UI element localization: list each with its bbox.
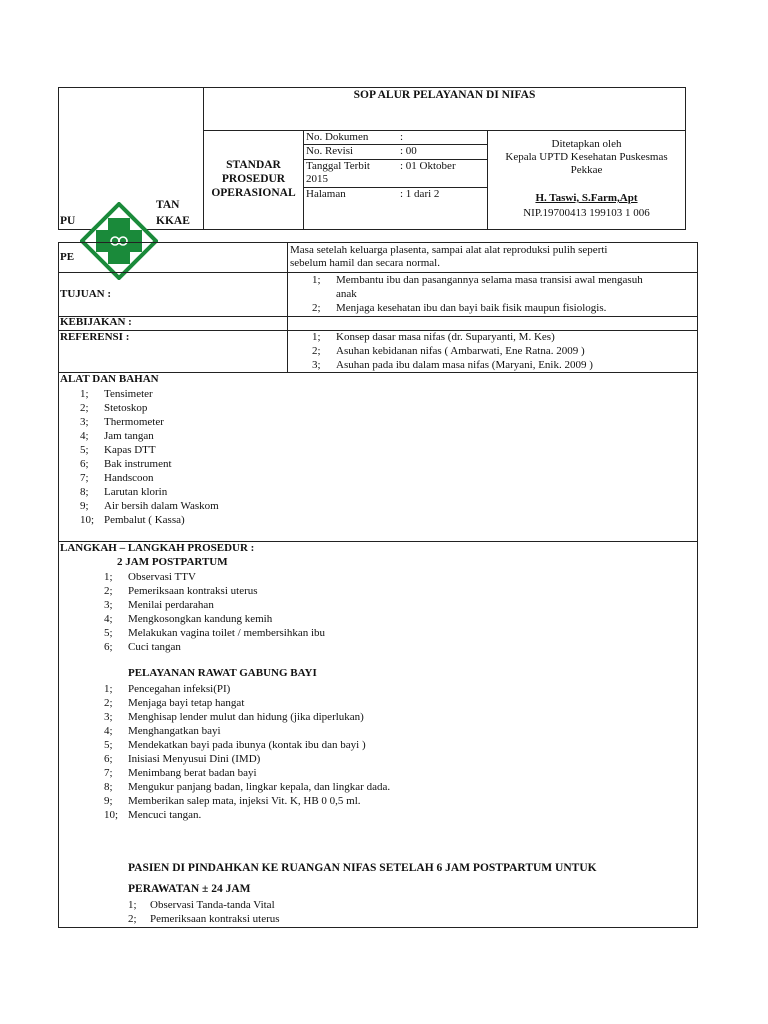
- list-item: 2; Menjaga bayi tetap hangat: [104, 697, 245, 709]
- perawatan-list: [128, 898, 280, 926]
- list-item: 8; Larutan klorin: [80, 486, 168, 498]
- list-item: 5; Kapas DTT: [80, 444, 156, 456]
- list-item: 2; Asuhan kebidanan nifas ( Ambarwati, Ene Ratna. 2009 ): [312, 345, 585, 357]
- list-item: 5; Melakukan vagina toilet / membersihkan ibu: [104, 627, 326, 639]
- list-item: 5; Mendekatkan bayi pada ibunya (kontak ibu dan bayi ): [104, 739, 366, 751]
- list-item: 4; Jam tangan: [80, 430, 154, 442]
- list-item: 2; Pemeriksaan kontraksi uterus: [128, 913, 280, 925]
- meta-label-dokumen: No. Dokumen: [306, 131, 369, 143]
- list-item: 9; Air bersih dalam Waskom: [80, 500, 219, 512]
- approval-line2: Kepala UPTD Kesehatan Puskesmas: [505, 151, 668, 163]
- list-item: 6; Inisiasi Menyusui Dini (IMD): [104, 753, 261, 765]
- list-item: 1; Tensimeter: [80, 388, 153, 400]
- list-item: 2; Pemeriksaan kontraksi uterus: [104, 585, 258, 597]
- list-item: 1; Observasi TTV: [104, 571, 196, 583]
- meta-value-revisi: : 00: [400, 145, 417, 157]
- meta-label-halaman: Halaman: [306, 188, 346, 200]
- postpartum-title: 2 JAM POSTPARTUM: [117, 556, 228, 568]
- rawat-title: PELAYANAN RAWAT GABUNG BAYI: [128, 667, 317, 679]
- list-item: 3; Asuhan pada ibu dalam masa nifas (Maryani, Enik. 2009 ): [312, 359, 593, 371]
- list-item: 7; Handscoon: [80, 472, 154, 484]
- pengertian-text: Masa setelah keluarga plasenta, sampai alat alat reproduksi pulih seperti sebelum hamil dan secara normal.: [290, 244, 608, 269]
- kebijakan-label: KEBIJAKAN :: [60, 316, 132, 328]
- list-item: 10; Pembalut ( Kassa): [80, 514, 185, 526]
- list-item: 6; Cuci tangan: [104, 641, 181, 653]
- list-item: 9; Memberikan salep mata, injeksi Vit. K, HB 0 0,5 ml.: [104, 795, 361, 807]
- list-item: 1; Konsep dasar masa nifas (dr. Suparyanti, M. Kes): [312, 331, 555, 343]
- langkah-label: LANGKAH – LANGKAH PROSEDUR :: [60, 542, 255, 554]
- list-item: 1; Observasi Tanda-tanda Vital: [128, 899, 275, 911]
- approval-line1: Ditetapkan oleh: [551, 138, 622, 150]
- list-item: 7; Menimbang berat badan bayi: [104, 767, 257, 779]
- list-item: 3; Menghisap lender mulut dan hidung (jika diperlukan): [104, 711, 364, 723]
- perawatan-title: PERAWATAN ± 24 JAM: [128, 883, 251, 895]
- alat-list: [80, 387, 219, 527]
- list-item: 6; Bak instrument: [80, 458, 172, 470]
- puskesmas-label-fragment: TAN: [156, 199, 180, 211]
- tujuan-label: TUJUAN :: [60, 288, 112, 300]
- meta-value-tanggal: : 01 Oktober: [400, 160, 456, 172]
- meta-label-tanggal: Tanggal Terbit: [306, 160, 370, 172]
- list-item: 1; Pencegahan infeksi(PI): [104, 683, 231, 695]
- list-item: 1; Membantu ibu dan pasangannya selama masa transisi awal mengasuh: [312, 274, 643, 286]
- approval-line3: Pekkae: [570, 164, 603, 176]
- sop-label: STANDAR PROSEDUR OPERASIONAL: [211, 159, 296, 199]
- rawat-list: [104, 682, 390, 822]
- pengertian-label: PE: [60, 251, 75, 263]
- list-item: 3; Thermometer: [80, 416, 164, 428]
- list-item: 4; Mengkosongkan kandung kemih: [104, 613, 273, 625]
- postpartum-list: [104, 570, 325, 654]
- meta-value-dokumen: :: [400, 131, 404, 143]
- pasien-title: PASIEN DI PINDAHKAN KE RUANGAN NIFAS SETELAH 6 JAM POSTPARTUM UNTUK: [128, 862, 597, 874]
- list-item: 10; Mencuci tangan.: [104, 809, 202, 821]
- list-item: 4; Menghangatkan bayi: [104, 725, 221, 737]
- referensi-label: REFERENSI :: [60, 331, 130, 343]
- puskesmas-label-fragment: PU: [60, 215, 76, 227]
- list-item: 2; Menjaga kesehatan ibu dan bayi baik fisik maupun fisiologis.: [312, 302, 607, 314]
- list-item: 3; Menilai perdarahan: [104, 599, 214, 611]
- puskesmas-logo-icon: [80, 202, 158, 280]
- approver-nip: NIP.19700413 199103 1 006: [523, 207, 650, 219]
- meta-tanggal-year: 2015: [306, 173, 328, 185]
- list-item: 8; Mengukur panjang badan, lingkar kepala, dan lingkar dada.: [104, 781, 391, 793]
- alat-label: ALAT DAN BAHAN: [60, 373, 159, 385]
- puskesmas-label-fragment: KKAE: [156, 215, 190, 227]
- approver-name: H. Taswi, S.Farm,Apt: [535, 192, 638, 204]
- meta-label-revisi: No. Revisi: [306, 145, 354, 157]
- meta-value-halaman: : 1 dari 2: [400, 188, 440, 200]
- list-item: anak: [336, 288, 357, 300]
- document-title: SOP ALUR PELAYANAN DI NIFAS: [353, 89, 536, 101]
- approval-block: [488, 138, 685, 220]
- list-item: 2; Stetoskop: [80, 402, 148, 414]
